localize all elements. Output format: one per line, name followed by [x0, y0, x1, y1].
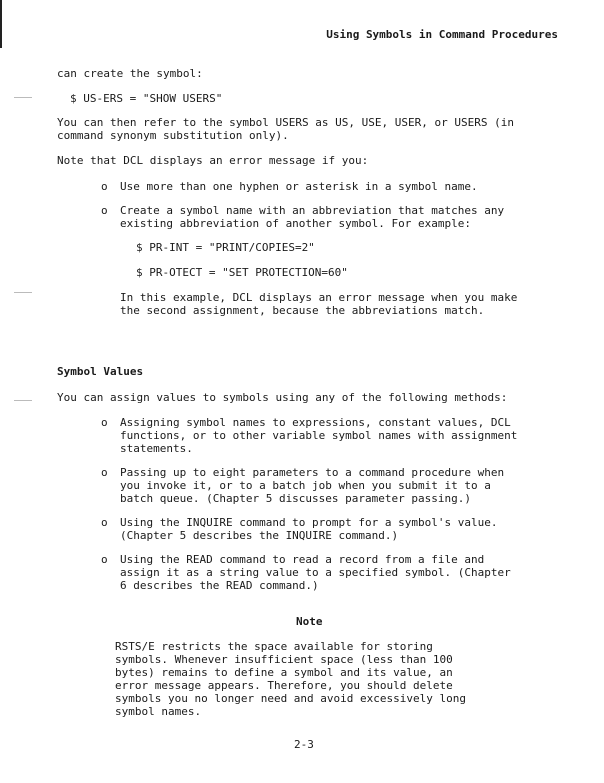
paragraph-line: the second assignment, because the abbreviations match. [120, 304, 485, 317]
bullet-marker: o [101, 204, 108, 217]
note-line: bytes) remains to define a symbol and its value, an [115, 666, 453, 679]
note-line: symbol names. [115, 705, 202, 718]
note-line: error message appears. Therefore, you should delete [115, 679, 453, 692]
bullet-marker: o [101, 516, 108, 529]
bullet-marker: o [101, 416, 108, 429]
lead-line: can create the symbol: [57, 67, 203, 80]
section-heading: Symbol Values [57, 365, 144, 378]
running-header: Using Symbols in Command Procedures [326, 28, 558, 41]
bullet-text: you invoke it, or to a batch job when you submit it to a [120, 479, 491, 492]
bullet-text: functions, or to other variable symbol names with assignment [120, 429, 518, 442]
bullet-text: Use more than one hyphen or asterisk in a symbol name. [120, 180, 478, 193]
example-command: $ US-ERS = "SHOW USERS" [70, 92, 223, 105]
bullet-text: statements. [120, 442, 193, 455]
code-example: $ PR-INT = "PRINT/COPIES=2" [136, 241, 315, 254]
paragraph-line: command synonym substitution only). [57, 129, 289, 142]
scan-mark [14, 292, 32, 293]
paragraph-line: Note that DCL displays an error message if you: [57, 154, 369, 167]
note-heading: Note [296, 615, 323, 628]
page-number: 2-3 [294, 738, 314, 751]
left-edge-rule [0, 0, 2, 48]
section-intro: You can assign values to symbols using any of the following methods: [57, 391, 508, 404]
bullet-text: Assigning symbol names to expressions, constant values, DCL [120, 416, 511, 429]
paragraph-line: You can then refer to the symbol USERS as US, USE, USER, or USERS (in [57, 116, 514, 129]
note-line: symbols you no longer need and avoid excessively long [115, 692, 466, 705]
bullet-marker: o [101, 553, 108, 566]
bullet-text: existing abbreviation of another symbol. For example: [120, 217, 471, 230]
note-line: RSTS/E restricts the space available for storing [115, 640, 433, 653]
note-line: symbols. Whenever insufficient space (less than 100 [115, 653, 453, 666]
bullet-text: Create a symbol name with an abbreviation that matches any [120, 204, 505, 217]
bullet-text: (Chapter 5 describes the INQUIRE command.) [120, 529, 399, 542]
bullet-marker: o [101, 180, 108, 193]
bullet-text: assign it as a string value to a specified symbol. (Chapter [120, 566, 511, 579]
bullet-marker: o [101, 466, 108, 479]
code-example: $ PR-OTECT = "SET PROTECTION=60" [136, 266, 348, 279]
bullet-text: 6 describes the READ command.) [120, 579, 319, 592]
bullet-text: Passing up to eight parameters to a command procedure when [120, 466, 505, 479]
paragraph-line: In this example, DCL displays an error message when you make [120, 291, 518, 304]
bullet-text: Using the INQUIRE command to prompt for a symbol's value. [120, 516, 498, 529]
scan-mark [14, 400, 32, 401]
bullet-text: batch queue. (Chapter 5 discusses parameter passing.) [120, 492, 471, 505]
scan-mark [14, 97, 32, 98]
bullet-text: Using the READ command to read a record from a file and [120, 553, 485, 566]
